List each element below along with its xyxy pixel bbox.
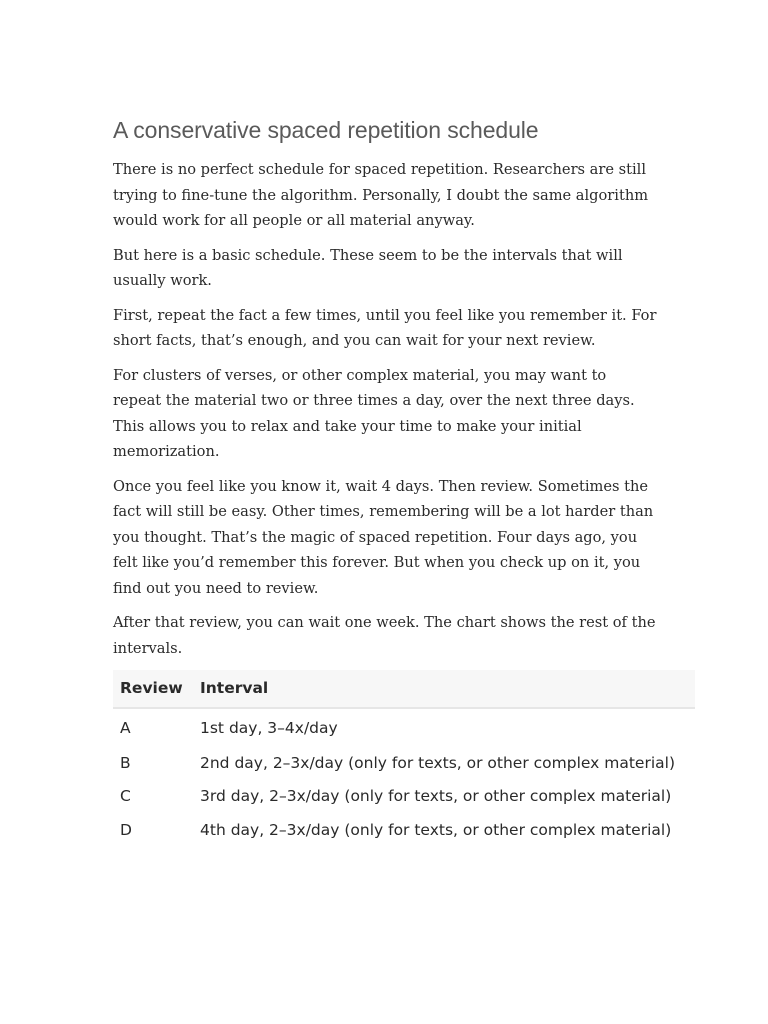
interval-cell: 1st day, 3–4x/day bbox=[200, 719, 338, 737]
interval-cell: 2nd day, 2–3x/day (only for texts, or other complex material) bbox=[200, 753, 675, 772]
body-paragraph: Once you feel like you know it, wait 4 days. Then review. Sometimes the fact will still be easy. Other times, remembering will be a lot harder than you thought. That’s the magic of spaced repetition. Four days ago, you felt like you’d remember this forever. But when you check up on it, you find out you need to review. bbox=[113, 477, 654, 597]
table-row bbox=[113, 747, 695, 781]
interval-cell: 3rd day, 2–3x/day (only for texts, or other complex material) bbox=[200, 787, 672, 805]
body-paragraph: There is no perfect schedule for spaced repetition. Researchers are still trying to fine-tune the algorithm. Personally, I doubt the same algorithm would work for all people or all material anyway. bbox=[113, 161, 649, 229]
review-cell: A bbox=[120, 719, 131, 737]
page-title: A conservative spaced repetition schedule bbox=[113, 117, 539, 143]
table-row bbox=[113, 814, 695, 848]
review-cell: D bbox=[120, 820, 132, 839]
column-header-interval: Interval bbox=[200, 679, 269, 697]
body-paragraph: First, repeat the fact a few times, until you feel like you remember it. For short facts, that’s enough, and you can wait for your next review. bbox=[113, 306, 657, 349]
review-schedule-table bbox=[113, 670, 695, 847]
body-paragraph: For clusters of verses, or other complex material, you may want to repeat the material two or three times a day, over the next three days. This allows you to relax and take your time to make your initial memorization. bbox=[113, 366, 635, 460]
body-paragraph: But here is a basic schedule. These seem to be the intervals that will usually work. bbox=[113, 246, 623, 289]
body-paragraph: After that review, you can wait one week. The chart shows the rest of the intervals. bbox=[113, 614, 656, 657]
table-header-row bbox=[113, 670, 695, 708]
table-row bbox=[113, 708, 695, 747]
interval-cell: 4th day, 2–3x/day (only for texts, or other complex material) bbox=[200, 820, 672, 839]
table-body bbox=[113, 708, 695, 847]
table-header bbox=[113, 670, 695, 708]
table-row bbox=[113, 780, 695, 814]
review-cell: C bbox=[120, 787, 131, 805]
column-header-review: Review bbox=[120, 679, 183, 697]
review-cell: B bbox=[120, 753, 131, 772]
